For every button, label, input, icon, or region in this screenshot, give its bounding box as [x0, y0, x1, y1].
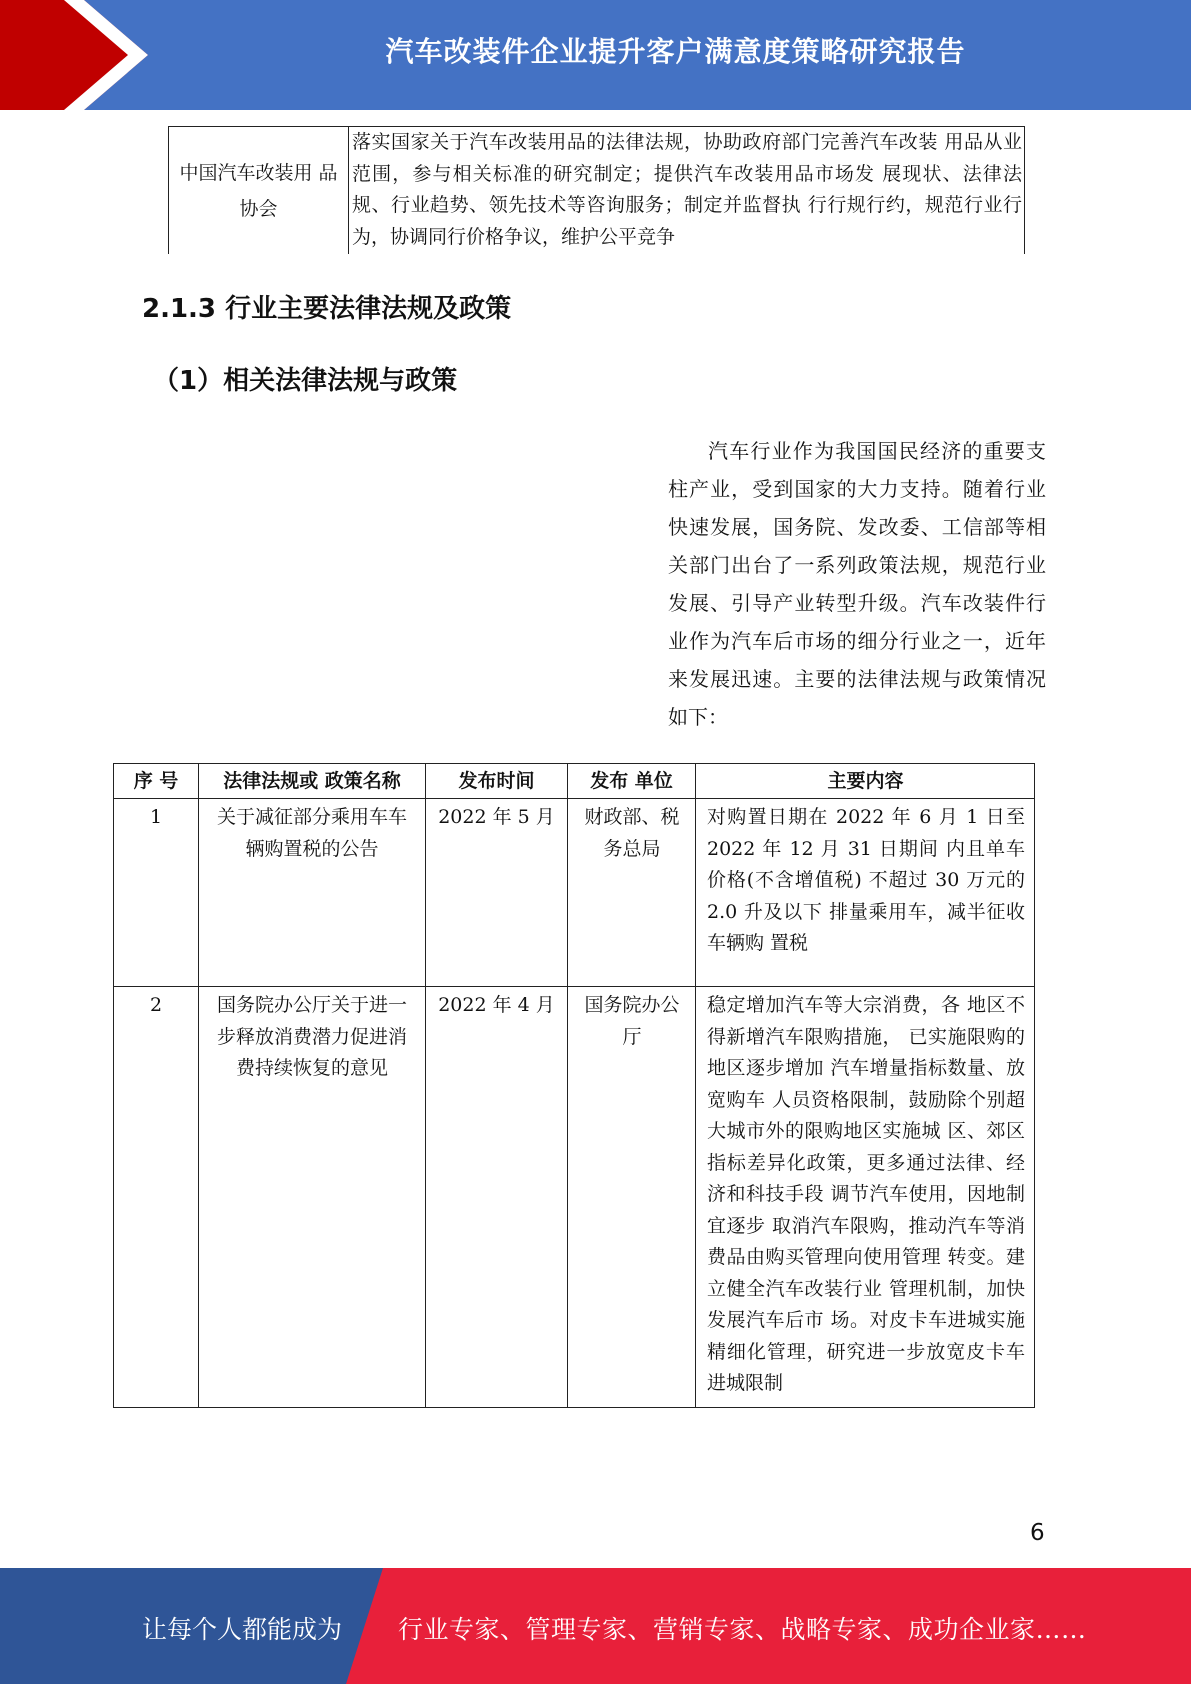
table-divider [695, 764, 696, 1407]
col-header-name: 法律法规或 政策名称 [223, 770, 401, 792]
table-divider [425, 764, 426, 1407]
footer-slogan-right: 行业专家、管理专家、营销专家、战略专家、成功企业家…… [398, 1615, 1087, 1644]
table-divider [567, 764, 568, 1407]
footer-slogan-left: 让每个人都能成为 [142, 1615, 343, 1644]
col-header-issuer: 发布 单位 [590, 770, 673, 792]
row2-issuer: 国务院办公厅 [584, 994, 680, 1048]
col-header-content: 主要内容 [827, 770, 904, 792]
association-duties-cell: 落实国家关于汽车改装用品的法律法规，协助政府部门完善汽车改装 用品从业范围，参与相关标准的研究制定；提供汽车改装用品市场发 展现状、法律法规、行业趋势、领先技术等咨询服务；制定并监督执 行行规行约，规范行业行为，协调同行价格争议，维护公平竞争 [352, 131, 1022, 248]
row2-date: 2022 年 4 月 [438, 994, 555, 1016]
association-table [168, 126, 1025, 254]
page-number: 6 [1030, 1520, 1045, 1546]
row1-name: 关于减征部分乘用车车辆购置税的公告 [216, 806, 407, 860]
row1-no: 1 [149, 806, 163, 828]
row1-issuer: 财政部、税务总局 [584, 806, 680, 860]
intro-paragraph: 汽车行业作为我国国民经济的重要支柱产业，受到国家的大力支持。随着行业快速发展，国务院、发改委、工信部等相关部门出台了一系列政策法规，规范行业发展、引导产业转型升级。汽车改装件行业作为汽车后市场的细分行业之一，近年来发展迅速。主要的法律法规与政策情况如下： [668, 439, 1046, 729]
col-header-date: 发布时间 [458, 770, 535, 792]
subsection-heading: （1）相关法律法规与政策 [153, 366, 458, 396]
association-name-cell: 中国汽车改装用 品协会 [169, 127, 349, 254]
row1-date: 2022 年 5 月 [438, 806, 555, 828]
header-arrow-decoration [0, 0, 160, 110]
row2-content: 稳定增加汽车等大宗消费，各 地区不得新增汽车限购措施， 已实施限购的地区逐步增加 汽车增量指标数量、放宽购车 人员资格限制，鼓励除个别超 大城市外的限购地区实施城 区、郊区指标差异化政策，更多通过法律、经济和科技手段 调节汽车使用，因地制宜逐步 取消汽车限购，推动汽车等消 费品由购买管理向使用管理 转变。建立健全汽车改装行业 管理机制，加快发展汽车后市 场。对皮卡车进城实施精细化管理，研究进一步放宽皮卡车 进城限制 [707, 994, 1025, 1394]
row2-name: 国务院办公厅关于进一步释放消费潜力促进消费持续恢复的意见 [216, 994, 407, 1079]
row2-no: 2 [149, 994, 163, 1016]
header-bar [0, 0, 1191, 110]
row1-content: 对购置日期在 2022 年 6 月 1 日至 2022 年 12 月 31 日期间 内且单车价格(不含增值税) 不超过 30 万元的 2.0 升及以下 排量乘用车，减半征收车辆购 置税 [707, 806, 1025, 954]
col-header-no: 序 号 [133, 770, 179, 792]
policy-table [113, 763, 1035, 1408]
section-heading: 2.1.3 行业主要法律法规及政策 [142, 294, 512, 324]
table-divider [114, 986, 1034, 987]
table-divider [198, 764, 199, 1407]
report-title: 汽车改装件企业提升客户满意度策略研究报告 [385, 35, 966, 68]
